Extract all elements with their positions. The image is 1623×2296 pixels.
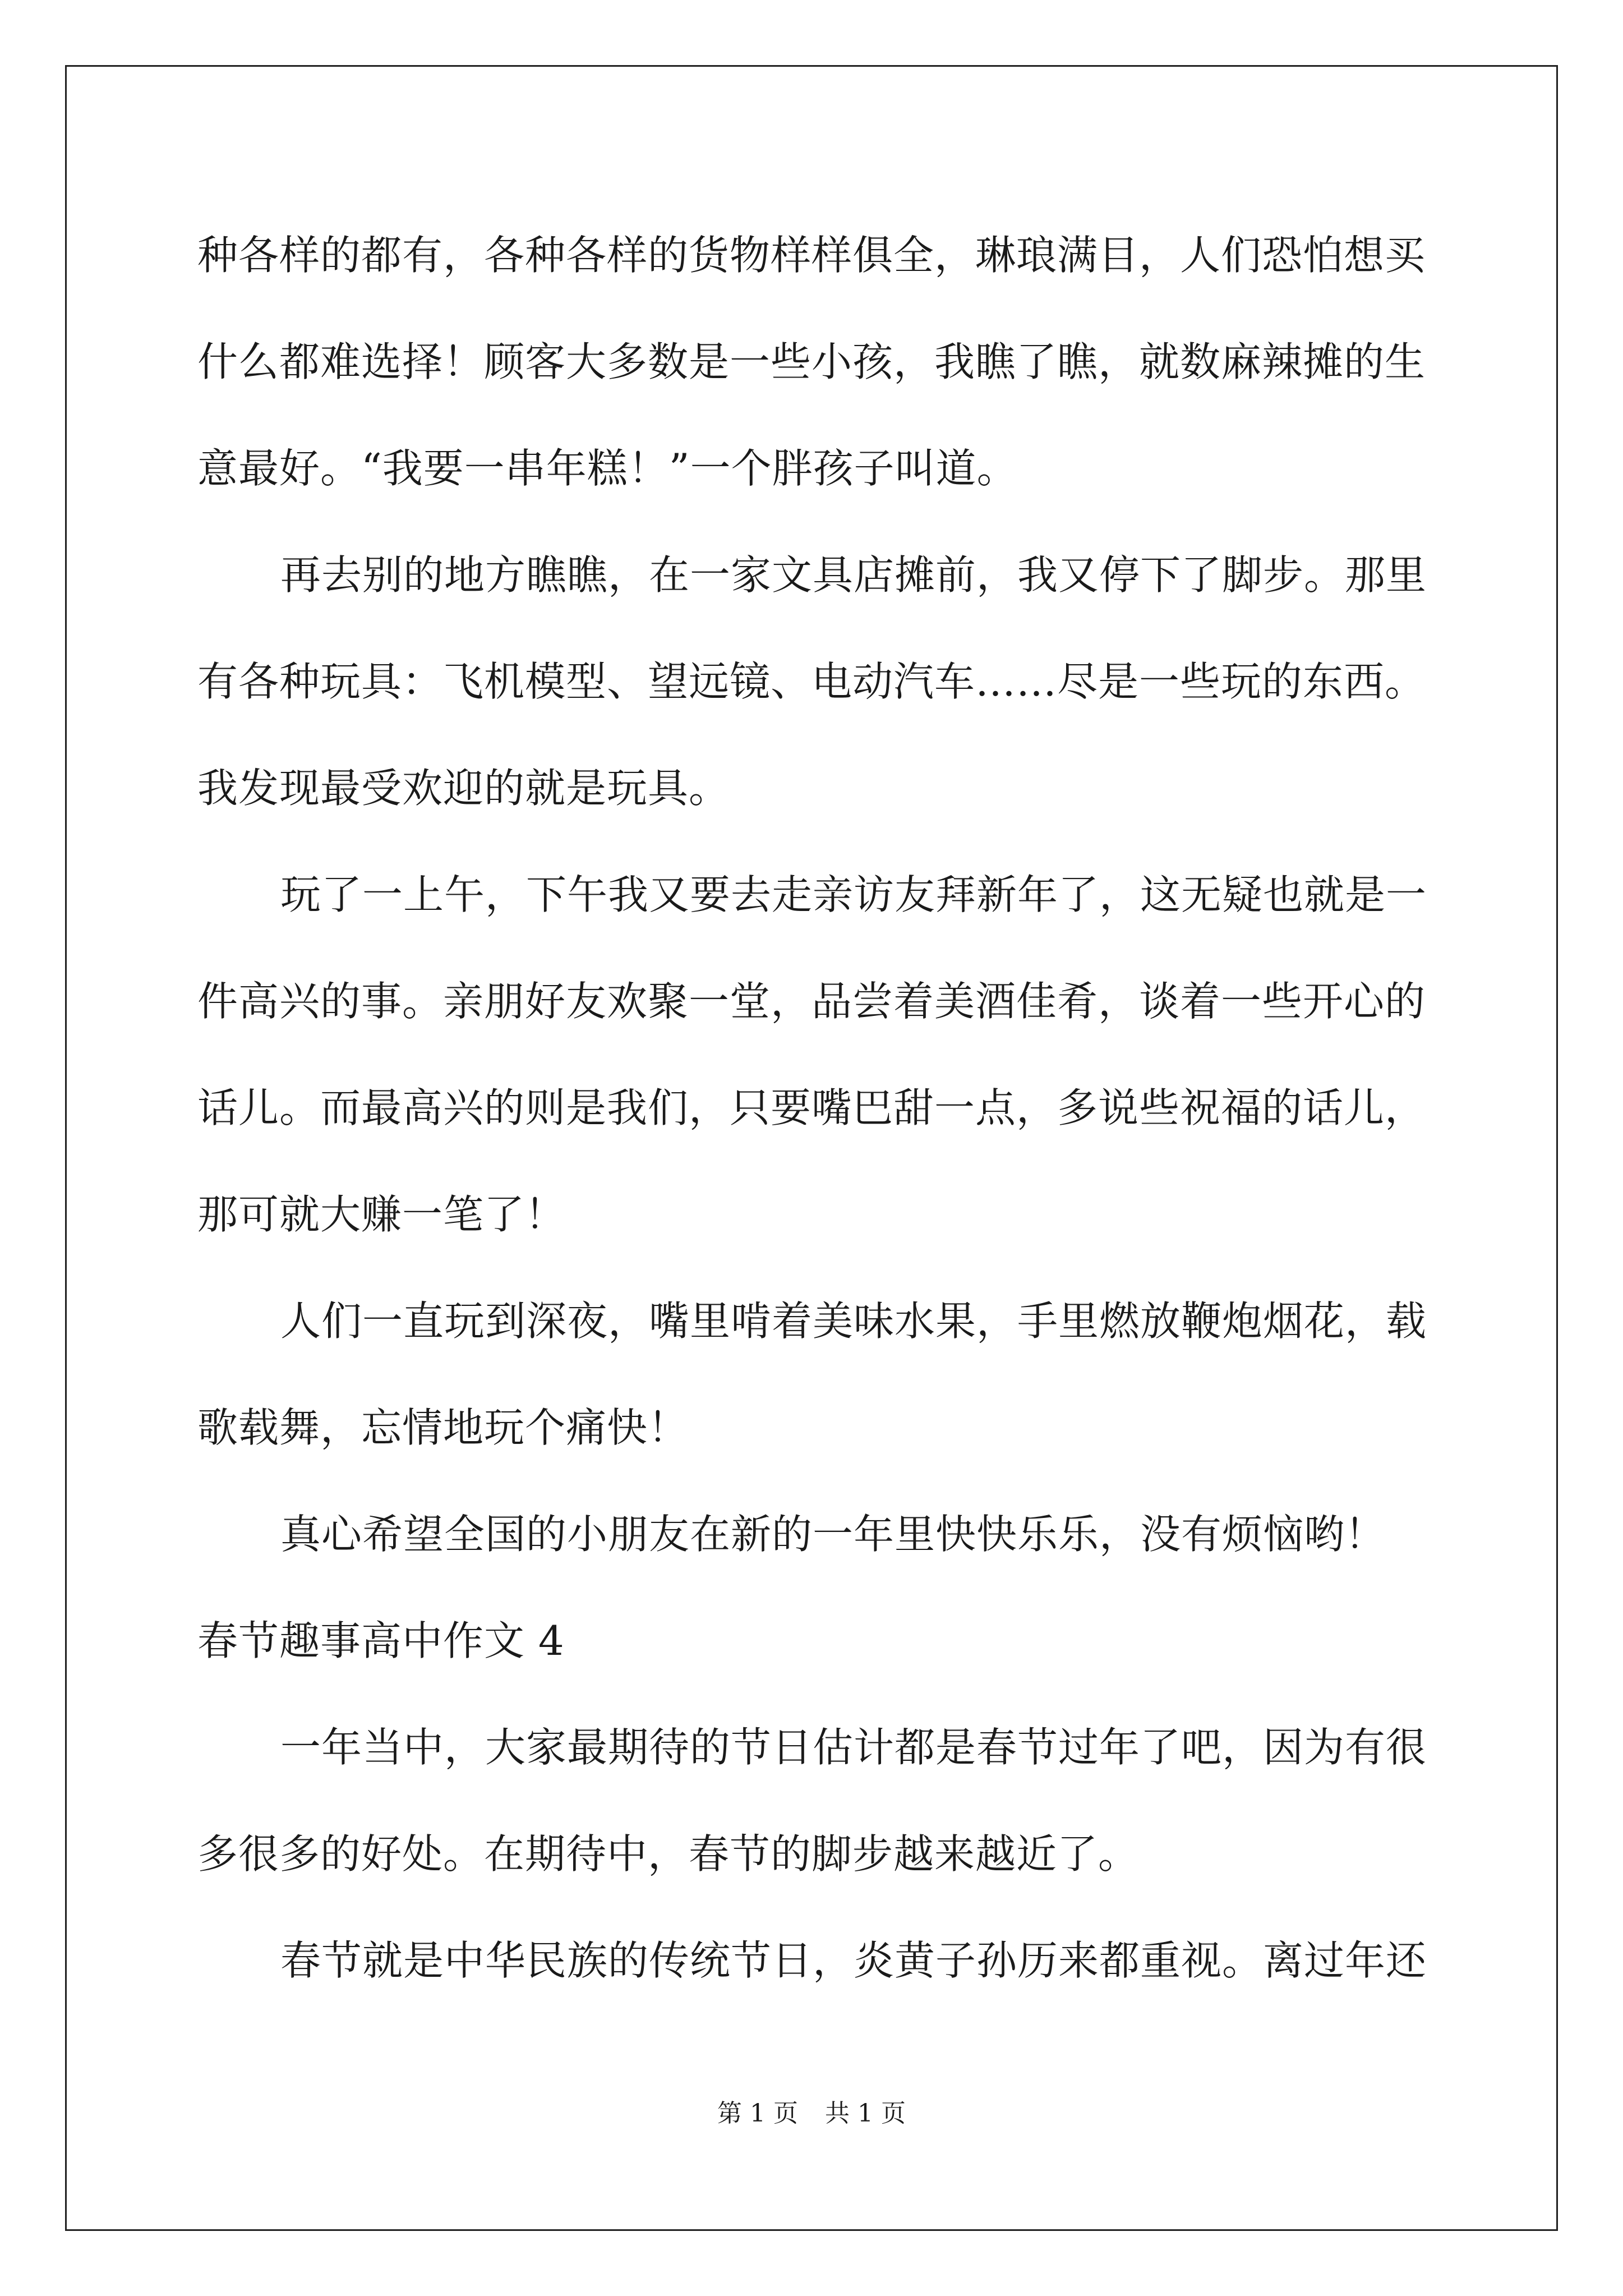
page-total: 共 1 页 — [825, 2099, 906, 2128]
text-line: 那可就大赚一笔了！ — [197, 1191, 566, 1238]
text-line: 一年当中，大家最期待的节日估计都是春节过年了吧，因为有很 — [280, 1724, 1427, 1771]
text-line: 件高兴的事。亲朋好友欢聚一堂，品尝着美酒佳肴，谈着一些开心的 — [197, 978, 1426, 1025]
page-number: 第 1 页 — [717, 2099, 798, 2128]
text-line: 歌载舞，忘情地玩个痛快！ — [197, 1404, 689, 1451]
text-line: 多很多的好处。在期待中，春节的脚步越来越近了。 — [197, 1830, 1140, 1878]
text-line: 有各种玩具：飞机模型、望远镜、电动汽车……尽是一些玩的东西。 — [197, 658, 1426, 705]
text-line: 真心希望全国的小朋友在新的一年里快快乐乐，没有烦恼哟！ — [280, 1511, 1386, 1558]
text-line: 春节就是中华民族的传统节日，炎黄子孙历来都重视。离过年还 — [280, 1937, 1427, 1984]
text-line: 话儿。而最高兴的则是我们，只要嘴巴甜一点，多说些祝福的话儿， — [197, 1084, 1426, 1131]
text-line: 人们一直玩到深夜，嘴里啃着美味水果，手里燃放鞭炮烟花，载 — [280, 1297, 1427, 1345]
section-heading: 春节趣事高中作文 4 — [197, 1617, 565, 1664]
document-body — [197, 202, 1431, 2014]
text-line: 玩了一上午，下午我又要去走亲访友拜新年了，这无疑也就是一 — [280, 871, 1427, 918]
text-line: 什么都难选择！顾客大多数是一些小孩，我瞧了瞧，就数麻辣摊的生 — [197, 338, 1426, 385]
text-line: 再去别的地方瞧瞧，在一家文具店摊前，我又停下了脚步。那里 — [280, 551, 1427, 599]
text-line: 意最好。“我要一串年糕！”一个胖孩子叫道。 — [197, 445, 1018, 492]
text-line: 我发现最受欢迎的就是玩具。 — [197, 765, 730, 812]
page-footer — [0, 2097, 1623, 2131]
text-line: 种各样的都有，各种各样的货物样样俱全，琳琅满目，人们恐怕想买 — [197, 232, 1426, 279]
